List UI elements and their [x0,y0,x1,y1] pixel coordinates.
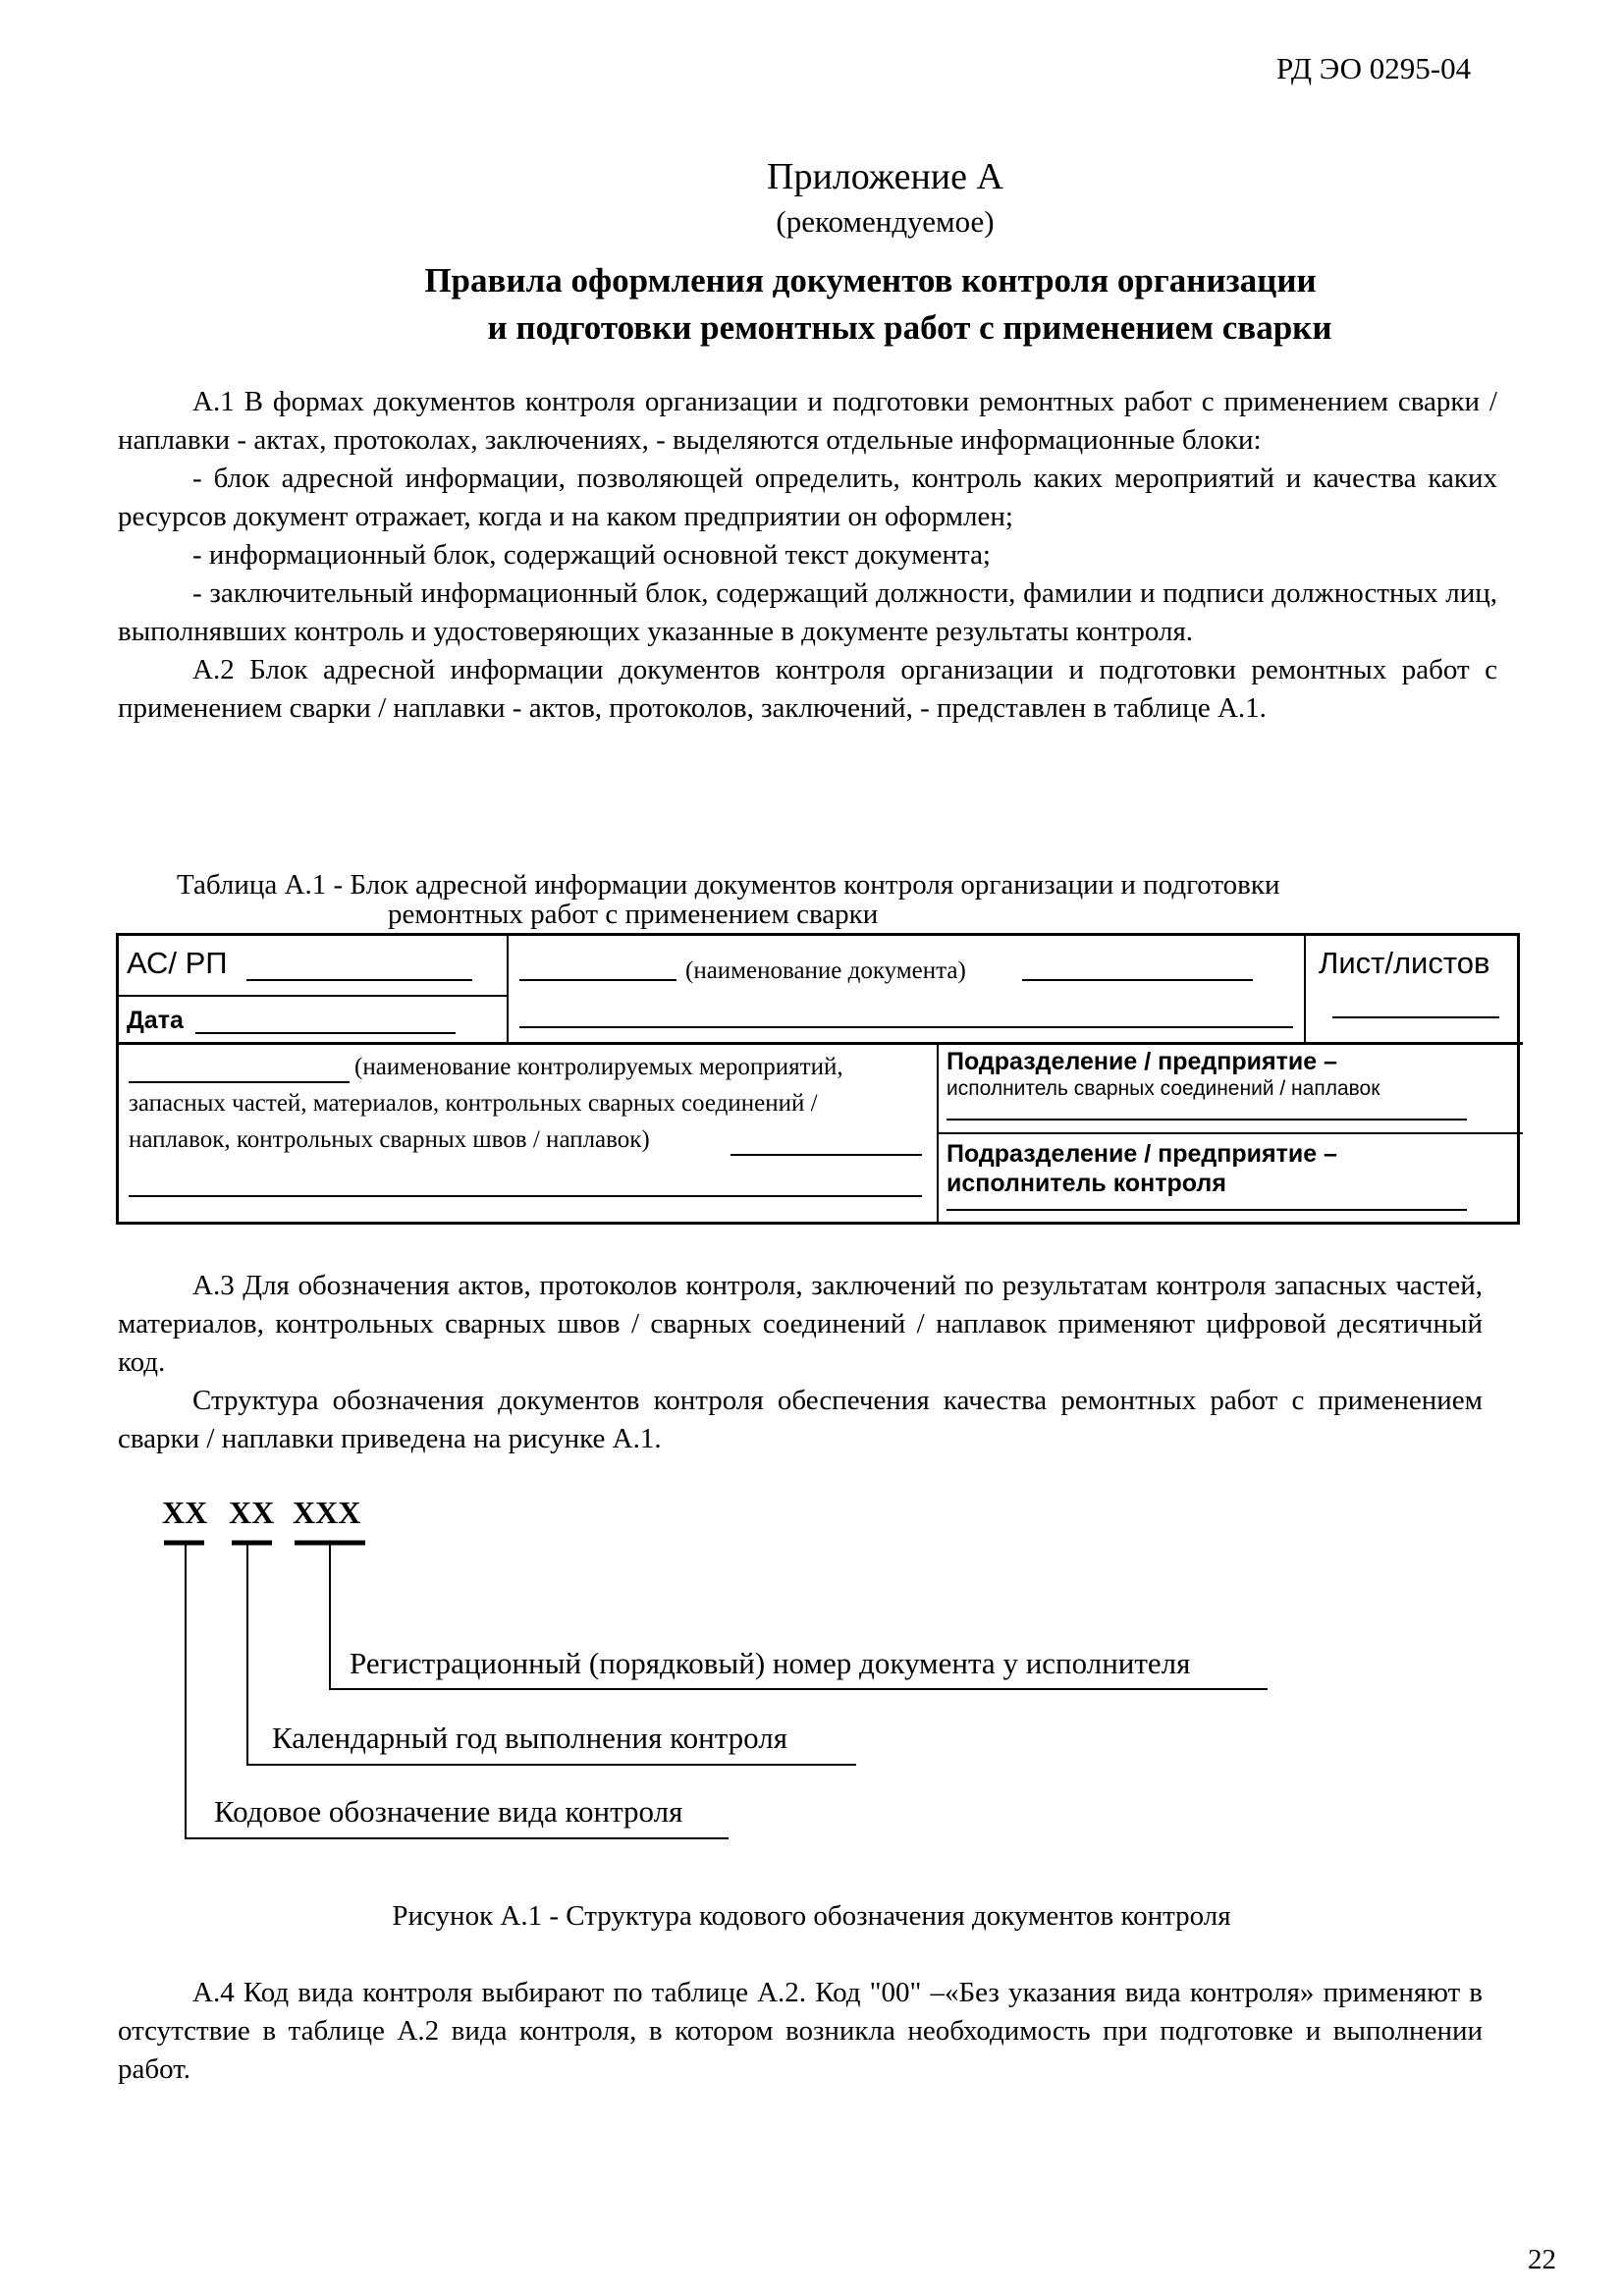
exec-weld-subtitle: исполнитель сварных соединений / наплавок [947,1077,1380,1100]
section-a4 [118,1974,1483,2089]
label-control-code: Кодовое обозначение вида контроля [214,1794,683,1829]
paragraph-list-item: - блок адресной информации, позволяющей определить, контроль каких мероприятий и качества каких ресурсов документ отражает, когда и на каком предприятии он оформлен; [118,463,1497,532]
date-label: Дата [127,1007,184,1034]
code-part-type: XX [162,1495,208,1530]
label-calendar-year: Календарный год выполнения контроля [272,1721,787,1755]
code-part-year: XX [229,1495,275,1530]
figure-caption: Рисунок А.1 - Структура кодового обозначения документов контроля [392,1900,1231,1932]
paragraph-list-item: - информационный блок, содержащий основной текст документа; [192,539,991,571]
subject-label-line-3: наплавок, контрольных сварных швов / наплавок) [129,1126,650,1153]
paragraph-list-item: - заключительный информационный блок, содержащий должности, фамилии и подписи должностных лиц, выполнявших контроль и удостоверяющих указанные в документе результаты контроля. [118,577,1497,647]
paragraph-a2: А.2 Блок адресной информации документов контроля организации и подготовки ремонтных работ с применением сварки / наплавки - актов, протоколов, заключений, - представлен в таблице А.1. [118,654,1497,724]
paragraph-structure: Структура обозначения документов контроля обеспечения качества ремонтных работ с применением сварки / наплавки приведена на рисунке А.1. [118,1385,1483,1454]
exec-weld-title: Подразделение / предприятие – [947,1048,1337,1075]
page-number: 22 [1528,2244,1556,2275]
document-code: РД ЭО 0295-04 [1276,51,1472,85]
paragraph-a1: А.1 В формах документов контроля организации и подготовки ремонтных работ с применением сварки / наплавки - актах, протоколах, заключениях, - выделяются отдельные информационные блоки: [118,386,1497,456]
appendix-title: Приложение А [767,156,1003,197]
subject-label-line-2: запасных частей, материалов, контрольных сварных соединений / [129,1090,818,1117]
paragraph-a3: А.3 Для обозначения актов, протоколов контроля, заключений по результатам контроля запасных частей, материалов, контрольных сварных швов / сварных соединений / наплавок применяют цифровой десятичный код. [118,1270,1483,1378]
heading-line-1: Правила оформления документов контроля организации [424,261,1317,300]
exec-ctrl-title: Подразделение / предприятие – [947,1140,1337,1168]
heading-line-2: и подготовки ремонтных работ с применением сварки [487,308,1332,347]
table-caption-line-1: Таблица А.1 - Блок адресной информации документов контроля организации и подготовки [177,869,1280,901]
paragraph-a4: А.4 Код вида контроля выбирают по таблице А.2. Код "00" –«Без указания вида контроля» применяют в отсутствие в таблице А.2 вида контроля, в котором возникла необходимость при подготовке и выполнении работ. [118,1977,1483,2085]
sheet-label: Лист/листов [1319,946,1490,980]
table-caption-line-2: ремонтных работ с применением сварки [388,899,879,930]
subject-label-line-1: (наименование контролируемых мероприятий, [354,1054,843,1080]
exec-ctrl-subtitle: исполнитель контроля [947,1170,1226,1197]
appendix-subtitle: (рекомендуемое) [776,204,995,239]
code-part-number: XXX [293,1495,361,1530]
doc-name-label: (наименование документа) [685,957,966,984]
label-registration-number: Регистрационный (порядковый) номер документа у исполнителя [350,1646,1191,1680]
as-rp-label: АС/ РП [127,946,228,980]
